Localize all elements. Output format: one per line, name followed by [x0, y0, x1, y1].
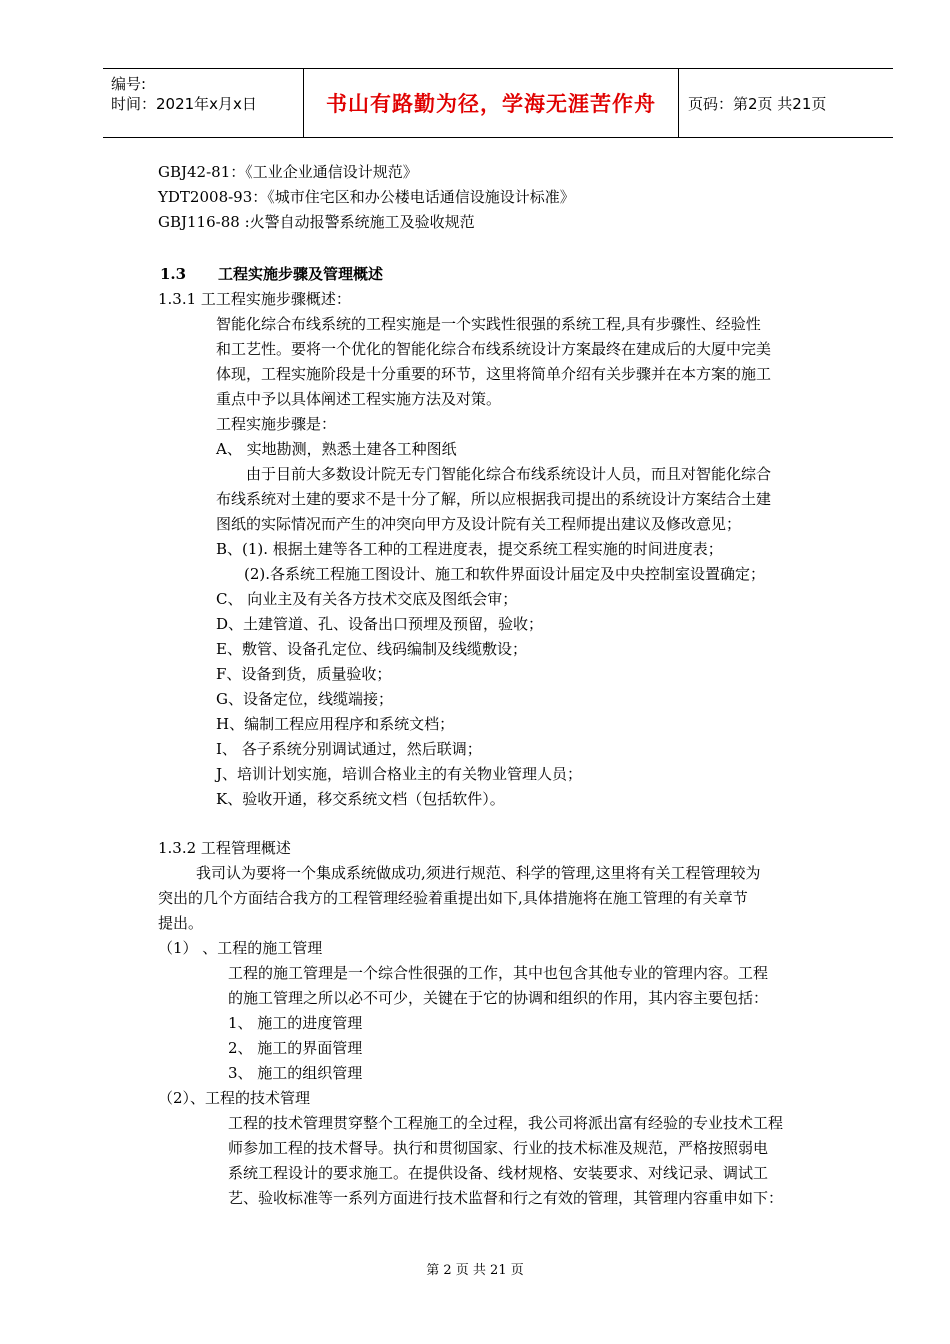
step-item: F、设备到货，质量验收； — [216, 665, 392, 683]
paragraph-line: 工程的技术管理贯穿整个工程施工的全过程，我公司将派出富有经验的专业技术工程 — [228, 1114, 784, 1132]
step-item: A、 实地勘测，熟悉土建各工种图纸 — [216, 440, 457, 458]
standard-line: YDT2008-93：《城市住宅区和办公楼电话通信设施设计标准》 — [158, 188, 575, 206]
list-item: 3、 施工的组织管理 — [228, 1064, 363, 1082]
motto: 书山有路勤为径，学海无涯苦作舟 — [303, 69, 679, 137]
step-item: C、 向业主及有关各方技术交底及图纸会审； — [216, 590, 518, 608]
header-table — [103, 68, 893, 138]
step-item: H、编制工程应用程序和系统文档； — [216, 715, 455, 733]
subsection-heading: 1.3.2 工程管理概述 — [158, 839, 291, 857]
step-item: J、培训计划实施，培训合格业主的有关物业管理人员； — [216, 765, 583, 783]
list-item: 1、 施工的进度管理 — [228, 1014, 363, 1032]
subsection-heading: 1.3.1 工工程实施步骤概述： — [158, 290, 351, 308]
list-item: 2、 施工的界面管理 — [228, 1039, 363, 1057]
step-item: D、土建管道、孔、设备出口预埋及预留，验收； — [216, 615, 544, 633]
paragraph-line: 艺、验收标准等一系列方面进行技术监督和行之有效的管理，其管理内容重申如下： — [228, 1189, 784, 1207]
step-item: I、 各子系统分别调试通过，然后联调； — [216, 740, 482, 758]
time-label: 时间：2021年x月x日 — [111, 95, 257, 113]
section-title: 工程实施步骤及管理概述 — [218, 265, 384, 283]
paragraph-line: 系统工程设计的要求施工。在提供设备、线材规格、安装要求、对线记录、调试工 — [228, 1164, 769, 1182]
paragraph-line: 提出。 — [158, 914, 204, 932]
paragraph-line: 图纸的实际情况而产生的冲突向甲方及设计院有关工程师提出建议及修改意见； — [216, 515, 742, 533]
paragraph-line: 工程的施工管理是一个综合性很强的工作，其中也包含其他专业的管理内容。工程 — [228, 964, 769, 982]
paragraph-line: 突出的几个方面结合我方的工程管理经验着重提出如下,具体措施将在施工管理的有关章节 — [158, 889, 748, 907]
item-heading: （1） 、工程的施工管理 — [158, 939, 323, 957]
paragraph-line: 和工艺性。要将一个优化的智能化综合布线系统设计方案最终在建成后的大厦中完美 — [216, 340, 772, 358]
number-label: 编号: — [111, 75, 147, 93]
paragraph-line: 我司认为要将一个集成系统做成功,须进行规范、科学的管理,这里将有关工程管理较为 — [196, 864, 761, 882]
step-item: (2).各系统工程施工图设计、施工和软件界面设计届定及中央控制室设置确定； — [244, 565, 766, 583]
step-item: B、(1). 根据土建等各工种的工程进度表，提交系统工程实施的时间进度表； — [216, 540, 723, 558]
paragraph-line: 重点中予以具体阐述工程实施方法及对策。 — [216, 390, 502, 408]
paragraph-line: 体现，工程实施阶段是十分重要的环节，这里将简单介绍有关步骤并在本方案的施工 — [216, 365, 772, 383]
paragraph-line: 师参加工程的技术督导。执行和贯彻国家、行业的技术标准及规范，严格按照弱电 — [228, 1139, 769, 1157]
steps-label: 工程实施步骤是： — [216, 415, 337, 433]
paragraph-line: 的施工管理之所以必不可少，关键在于它的协调和组织的作用，其内容主要包括： — [228, 989, 769, 1007]
page-footer: 第 2 页 共 21 页 — [426, 1263, 524, 1278]
item-heading: （2）、工程的技术管理 — [158, 1089, 311, 1107]
step-item: E、敷管、设备孔定位、线码编制及线缆敷设； — [216, 640, 527, 658]
step-item: K、验收开通，移交系统文档（包括软件）。 — [216, 790, 505, 808]
paragraph-line: 由于目前大多数设计院无专门智能化综合布线系统设计人员，而且对智能化综合 — [246, 465, 772, 483]
standard-line: GBJ116-88 :火警自动报警系统施工及验收规范 — [158, 213, 475, 231]
step-item: G、设备定位，线缆端接； — [216, 690, 393, 708]
section-number: 1.3 — [160, 265, 187, 283]
header-meta-cell — [103, 69, 303, 137]
paragraph-line: 智能化综合布线系统的工程实施是一个实践性很强的系统工程,具有步骤性、经验性 — [216, 315, 761, 333]
standard-line: GBJ42-81：《工业企业通信设计规范》 — [158, 163, 418, 181]
page-info: 页码：第2页 共21页 — [688, 94, 827, 113]
paragraph-line: 布线系统对土建的要求不是十分了解，所以应根据我司提出的系统设计方案结合土建 — [216, 490, 772, 508]
